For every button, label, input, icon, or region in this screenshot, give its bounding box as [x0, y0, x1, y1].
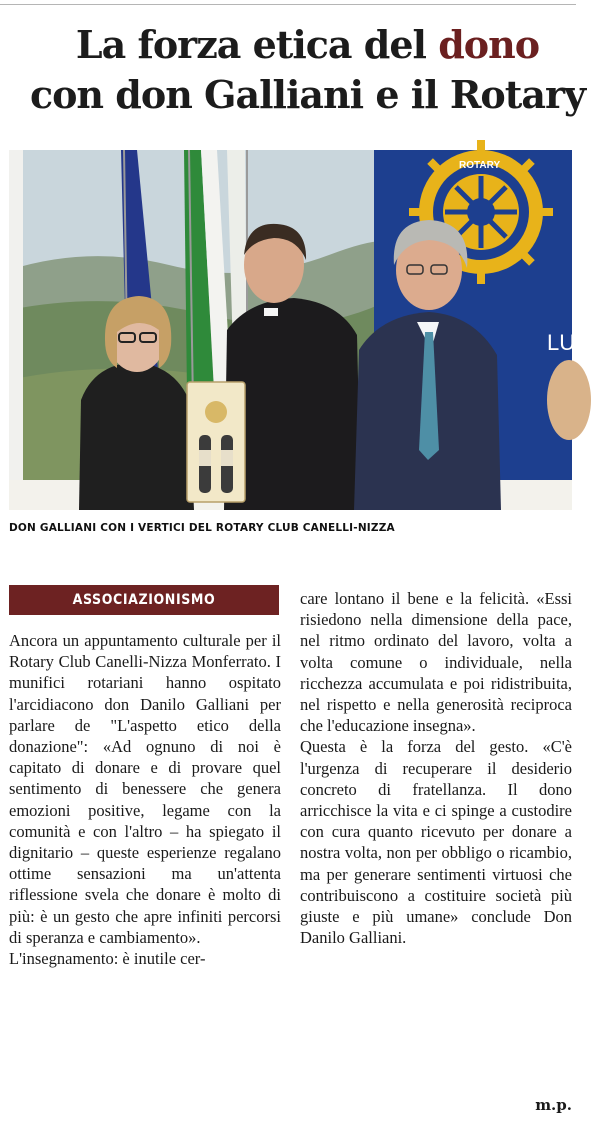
article-column-left: [9, 630, 281, 969]
banner-letters: LU: [547, 330, 576, 355]
wine-gift-box: [187, 382, 245, 502]
article-photo: [9, 150, 576, 510]
headline-part1: La forza etica del: [75, 22, 439, 67]
article-column-right: [300, 588, 572, 948]
author-signature: m.p.: [535, 1096, 572, 1114]
banner-text: ROTARY: [459, 160, 501, 171]
section-label: ASSOCIAZIONISMO: [9, 585, 279, 615]
photo-caption: DON GALLIANI CON I VERTICI DEL ROTARY CLUB CANELLI-NIZZA: [9, 522, 395, 534]
top-rule: [0, 4, 576, 5]
article-paragraph: L'insegnamento: è inutile cer-: [9, 949, 206, 969]
headline-accent-word: dono: [438, 22, 540, 67]
headline-line2: con don Galliani e il Rotary: [29, 72, 586, 117]
photo-illustration: [9, 150, 576, 510]
headline: [0, 20, 615, 120]
article-paragraph: Questa è la forza del gesto. «C'è l'urgenza di recuperare il desiderio concreto di fratellanza. Il dono arricchisce la vita e ci spinge a custodire con cura quanto ricevuto per donare a nostra volta, non per obbligo o ricambio, ma per generare sentimenti virtuosi che contribuiscono a costituire società più giuste e più umane» conclude Don Danilo Galliani.: [300, 737, 572, 948]
article-paragraph: care lontano il bene e la felicità. «Essi risiedono nella dimensione della pace, nel ritmo ordinato del lavoro, volta a volta comune o individuale, nella ricchezza accumulata e poi ridistribuita, nel rispetto e nella generosità reciproca che l'educazione insegna».: [300, 589, 572, 736]
article-paragraph: Ancora un appuntamento culturale per il Rotary Club Canelli-Nizza Monferrato. I munifici rotariani hanno ospitato l'arcidiacono don Danilo Galliani per parlare de "L'aspetto etico della donazione": «Ad ognuno di noi è capitato di donare e di provare quel sentimento di benessere che genera emozioni positive, legame con la comunità e con l'altro – ha spiegato il dignitario – queste esperienze regalano ottime sensazioni ma un'attenta riflessione svela che donare è molto di più: è un gesto che apre infiniti percorsi di speranza e cambiamento».: [9, 631, 281, 947]
